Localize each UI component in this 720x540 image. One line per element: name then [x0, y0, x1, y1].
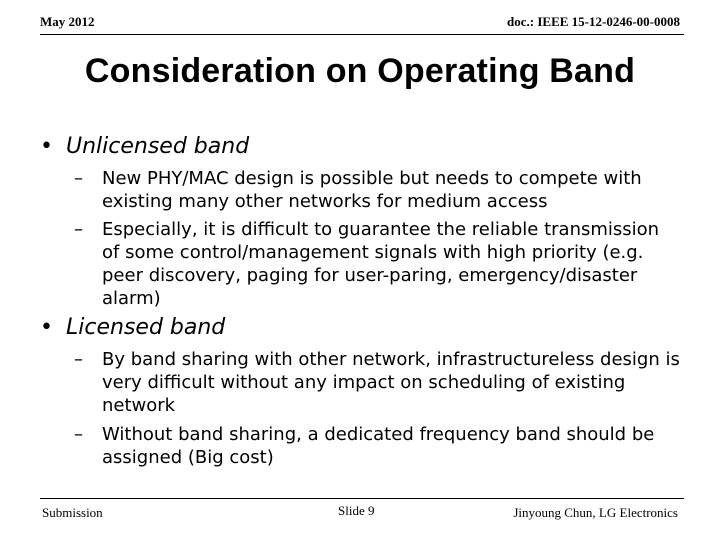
subitem-unlicensed-2 [74, 218, 672, 310]
footer-divider [40, 498, 684, 499]
subitem-licensed-2 [74, 423, 682, 469]
footer-submission: Submission [42, 505, 103, 520]
sub-marker: – [74, 349, 83, 370]
bullet-marker: • [40, 315, 53, 340]
sub-text: By band sharing with other network, infrastructureless design is very difficult without any impact on scheduling of existing network [102, 349, 680, 416]
sub-marker: – [74, 424, 83, 445]
bullet-marker: • [40, 134, 53, 159]
header-divider [40, 34, 684, 35]
subitem-unlicensed-1 [74, 167, 672, 213]
sub-marker: – [74, 219, 83, 240]
header-doc-id: doc.: IEEE 15-12-0246-00-0008 [507, 14, 680, 29]
sub-text: Without band sharing, a dedicated frequency band should be assigned (Big cost) [102, 424, 655, 468]
bullet-unlicensed-band [40, 134, 249, 159]
bullet-label: Unlicensed band [66, 134, 250, 159]
sub-text: New PHY/MAC design is possible but needs to compete with existing many other networks for medium access [102, 168, 642, 212]
bullet-label: Licensed band [66, 315, 226, 340]
sub-marker: – [74, 168, 83, 189]
footer-slide-number: Slide 9 [338, 503, 375, 518]
slide-title: Consideration on Operating Band [84, 52, 636, 90]
header-date: May 2012 [40, 14, 95, 29]
bullet-licensed-band [40, 315, 225, 340]
footer-author: Jinyoung Chun, LG Electronics [513, 505, 678, 520]
sub-text: Especially, it is difficult to guarantee the reliable transmission of some control/management signals with high priority (e.g. peer discovery, paging for user-paring, emergency/disaster alarm) [102, 219, 660, 309]
subitem-licensed-1 [74, 348, 682, 417]
